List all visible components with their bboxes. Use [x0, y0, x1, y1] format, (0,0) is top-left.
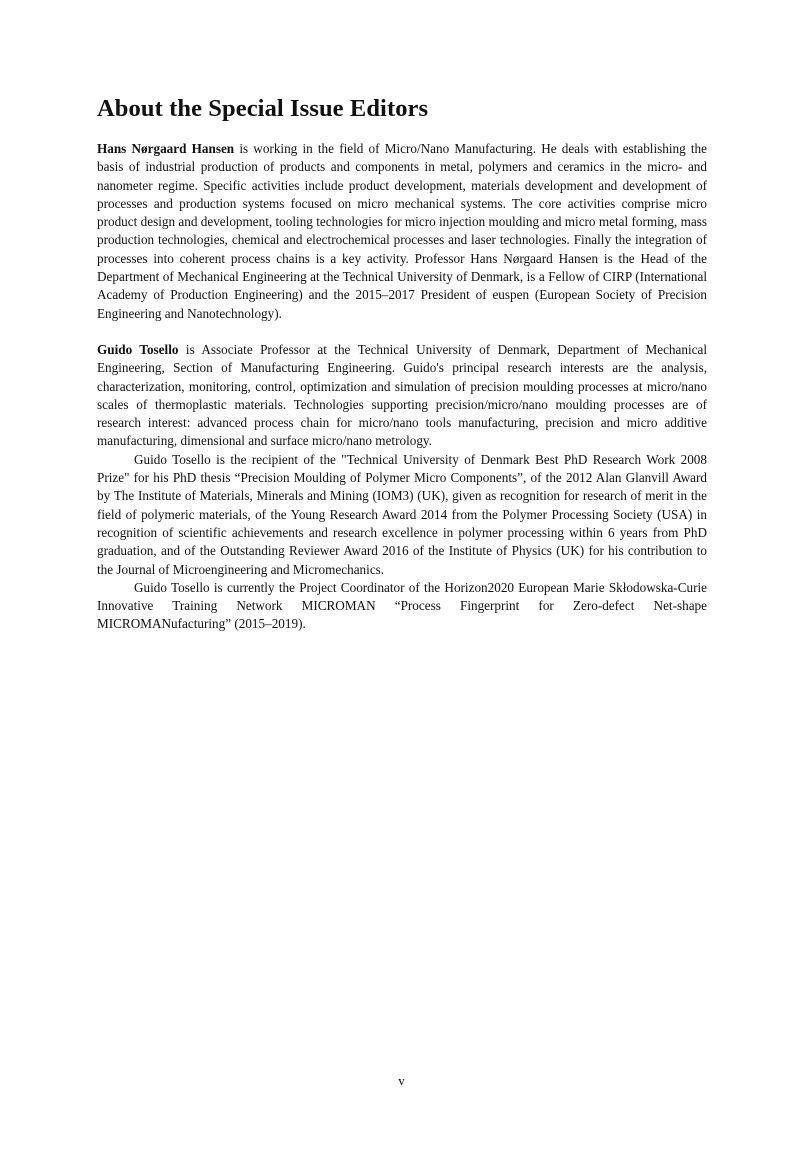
editor-bio-tosello-text: is Associate Professor at the Technical University of Denmark, Department of Mechanical Engineering, Section of Manufacturing Engineering. Guido's principal research interests are the analysis, characterization, monitoring, control, optimization and simulation of precision moulding processes at micro/nano scales of thermoplastic materials. Technologies supporting precision/micro/nano moulding processes are of research interest: advanced process chain for micro/nano tools manufacturing, precision and micro additive manufacturing, dimensional and surface micro/nano metrology. [97, 341, 707, 449]
editor-name-hansen: Hans Nørgaard Hansen [97, 141, 235, 156]
editor-bio-tosello-project: Guido Tosello is currently the Project Coordinator of the Horizon2020 European Marie Skłodowska-Curie Innovative Training Network MICROMAN “Process Fingerprint for Zero-defect Net-shape MICROMANufacturing” (2015–2019). [97, 579, 707, 632]
page-number: v [398, 1073, 405, 1088]
editor-bio-tosello [97, 341, 707, 451]
editor-name-tosello: Guido Tosello [97, 341, 179, 357]
document-page [97, 94, 707, 634]
editor-bio-tosello-awards: Guido Tosello is the recipient of the "Technical University of Denmark Best PhD Research Work 2008 Prize" for his PhD thesis “Precision Moulding of Polymer Micro Components”, of the 2012 Alan Glanvill Award by The Institute of Materials, Minerals and Mining (IOM3) (UK), given as recognition for research of merit in the field of polymeric materials, of the Young Research Award 2014 from the Polymer Processing Society (USA) in recognition of scientific achievements and research excellence in polymer processing within 6 years from PhD graduation, and of the Outstanding Reviewer Award 2016 of the Institute of Physics (UK) for his contribution to the Journal of Microengineering and Micromechanics. [97, 451, 707, 577]
page-title: About the Special Issue Editors [97, 95, 429, 122]
editor-bio-hansen [97, 140, 707, 323]
editor-bio-hansen-text: is working in the field of Micro/Nano Manufacturing. He deals with establishing the basis of industrial production of products and components in metal, polymers and ceramics in the micro- and nanometer regime. Specific activities include product development, materials development and development of processes and production systems focused on micro mechanical systems. The core activities comprise micro product design and development, tooling technologies for micro injection moulding and micro metal forming, mass production technologies, chemical and electrochemical processes and laser technologies. Finally the integration of processes into coherent process chains is a key activity. Professor Hans Nørgaard Hansen is the Head of the Department of Mechanical Engineering at the Technical University of Denmark, is a Fellow of CIRP (International Academy of Production Engineering) and the 2015–2017 President of euspen (European Society of Precision Engineering and Nanotechnology). [97, 141, 707, 321]
